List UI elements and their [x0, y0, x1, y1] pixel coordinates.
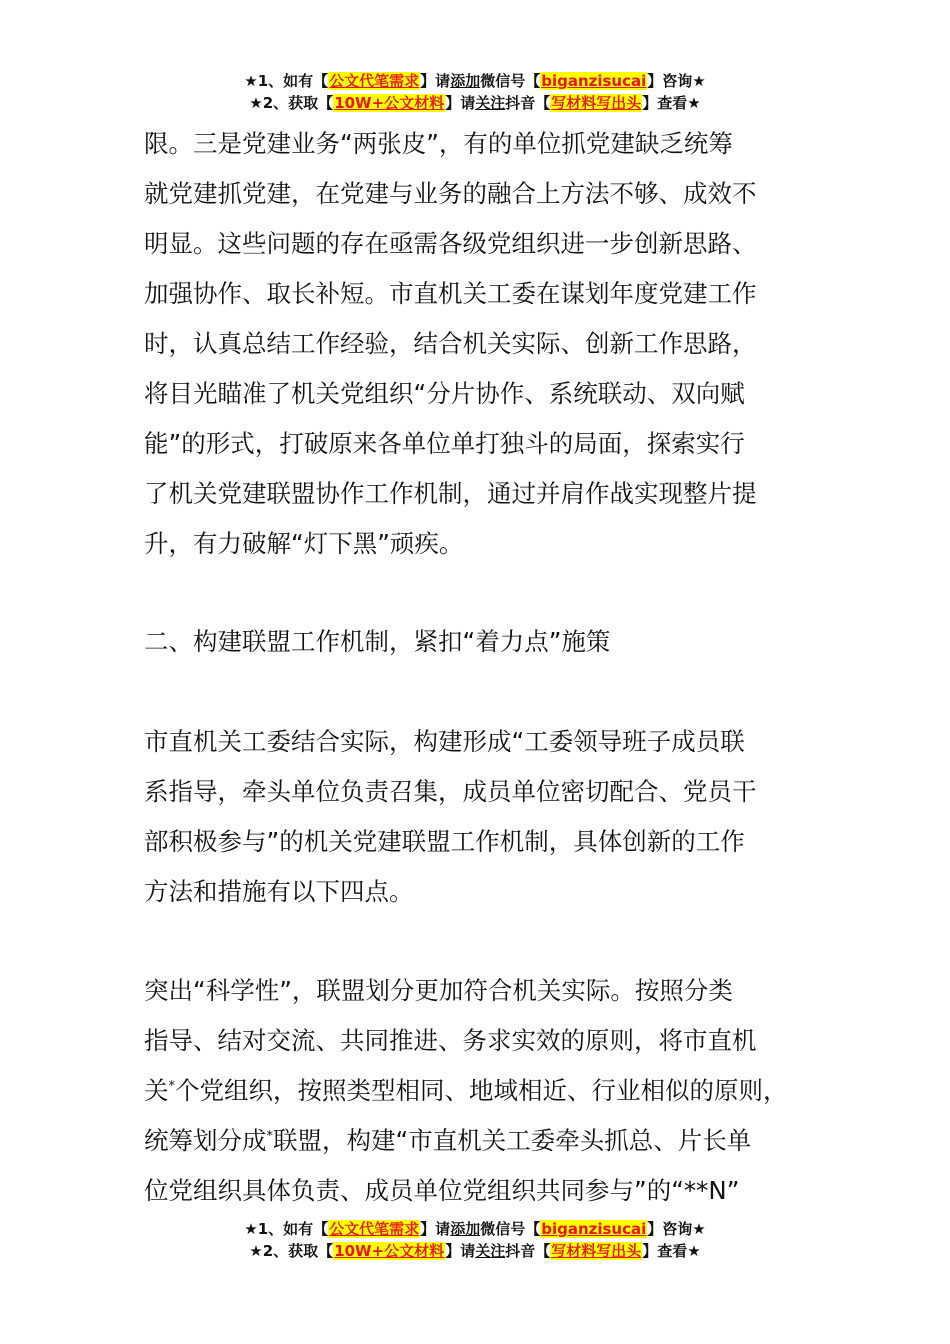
banner-highlight-wechat: biganzisucai: [541, 72, 647, 90]
footer-banner: [0, 1218, 950, 1262]
footer-highlight-wechat: biganzisucai: [541, 1220, 647, 1238]
section-heading: 二、构建联盟工作机制，紧扣“着力点”施策: [144, 627, 611, 656]
footer-highlight-materials: 10W+公文材料: [334, 1242, 445, 1260]
banner-highlight-materials: 10W+公文材料: [334, 94, 445, 112]
banner-line-2: ★2、获取【10W+公文材料】请关注抖音【写材料写出头】查看★: [249, 94, 701, 112]
paragraph-2: 市直机关工委结合实际，构建形成“工委领导班子成员联 系指导，牵头单位负责召集，成员单位密切配合、党员干 部积极参与”的机关党建联盟工作机制，具体创新的工作 方法和措施有以下四点。: [144, 727, 757, 906]
footer-highlight-douyin: 写材料写出头: [551, 1242, 642, 1260]
footer-banner-line-2: ★2、获取【10W+公文材料】请关注抖音【写材料写出头】查看★: [249, 1242, 701, 1260]
paragraph-1: 限。三是党建业务“两张皮”，有的单位抓党建缺乏统筹 就党建抓党建，在党建与业务的融合上方法不够、成效不 明显。这些问题的存在亟需各级党组织进一步创新思路、 加强协作、取长补短。市直机关工委在谋划年度党建工作 时，认真总结工作经验，结合机关实际、创新工作思路， 将目光瞄准了机关党组织“分片协作、系统联动、双向赋 能”的形式，打破原来各单位单打独斗的局面，探索实行 了机关党建联盟协作工作机制，通过并肩作战实现整片提 升，有力破解“灯下黑”顽疾。: [144, 129, 757, 558]
footer-highlight-service: 公文代笔需求: [329, 1220, 420, 1238]
banner-highlight-service: 公文代笔需求: [329, 72, 420, 90]
banner-highlight-douyin: 写材料写出头: [551, 94, 642, 112]
paragraph-3: 突出“科学性”，联盟划分更加符合机关实际。按照分类 指导、结对交流、共同推进、务求实效的原则，将市直机 关*个党组织，按照类型相同、地域相近、行业相似的原则， 统筹划分成*联盟，构建“市直机关工委牵头抓总、片长单 位党组织具体负责、成员单位党组织共同参与”的“**N”: [144, 976, 788, 1205]
header-banner: [0, 70, 950, 114]
banner-line-1: ★1、如有【公文代笔需求】请添加微信号【biganzisucai】咨询★: [244, 72, 706, 90]
footer-banner-line-1: ★1、如有【公文代笔需求】请添加微信号【biganzisucai】咨询★: [244, 1220, 706, 1238]
